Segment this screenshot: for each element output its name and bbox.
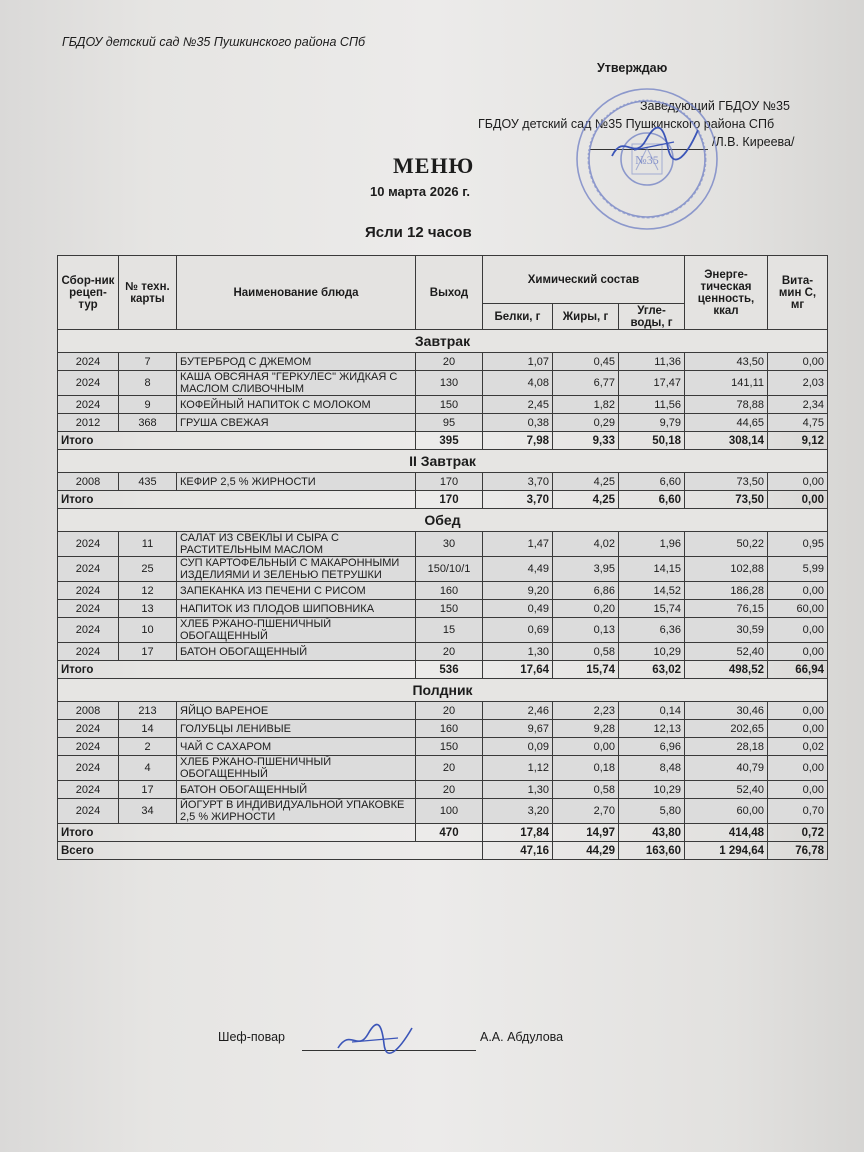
grand-total-carbs: 163,60 (619, 842, 685, 860)
cell-carbs: 1,96 (619, 532, 685, 557)
cell-carbs: 6,36 (619, 618, 685, 643)
cell-carbs: 14,15 (619, 557, 685, 582)
cell-vitamin: 0,95 (768, 532, 828, 557)
cell-collection: 2024 (58, 557, 119, 582)
cell-collection: 2024 (58, 353, 119, 371)
cell-carbs: 10,29 (619, 781, 685, 799)
grand-total-energy: 1 294,64 (685, 842, 768, 860)
total-vitamin: 9,12 (768, 432, 828, 450)
svg-text:№35: №35 (635, 153, 659, 167)
cell-energy: 52,40 (685, 781, 768, 799)
cell-protein: 4,08 (483, 371, 553, 396)
chef-label: Шеф-повар (218, 1030, 285, 1044)
cell-protein: 0,38 (483, 414, 553, 432)
cell-energy: 102,88 (685, 557, 768, 582)
cell-collection: 2024 (58, 582, 119, 600)
cell-vitamin: 0,00 (768, 473, 828, 491)
document-title: МЕНЮ (393, 153, 475, 178)
cell-card: 4 (119, 756, 177, 781)
total-vitamin: 66,94 (768, 661, 828, 679)
grand-total-label: Всего (58, 842, 483, 860)
total-label: Итого (58, 432, 416, 450)
cell-yield: 30 (416, 532, 483, 557)
section-row (58, 450, 828, 473)
total-protein: 17,84 (483, 824, 553, 842)
cell-card: 7 (119, 353, 177, 371)
cell-card: 14 (119, 720, 177, 738)
cell-protein: 1,12 (483, 756, 553, 781)
cell-carbs: 10,29 (619, 643, 685, 661)
cell-fat: 0,29 (553, 414, 619, 432)
cell-energy: 73,50 (685, 473, 768, 491)
cell-dish: ЙОГУРТ В ИНДИВИДУАЛЬНОЙ УПАКОВКЕ 2,5 % ЖИРНОСТИ (177, 799, 416, 824)
cell-dish: ГРУША СВЕЖАЯ (177, 414, 416, 432)
cell-protein: 1,47 (483, 532, 553, 557)
cell-card: 11 (119, 532, 177, 557)
table-row (58, 414, 828, 432)
col-header-collection: Сбор-ник рецеп-тур (58, 256, 119, 330)
cell-protein: 1,07 (483, 353, 553, 371)
cell-fat: 6,77 (553, 371, 619, 396)
cell-yield: 150 (416, 600, 483, 618)
cell-protein: 2,45 (483, 396, 553, 414)
cell-card: 9 (119, 396, 177, 414)
total-fat: 15,74 (553, 661, 619, 679)
cell-fat: 6,86 (553, 582, 619, 600)
cell-yield: 20 (416, 353, 483, 371)
cell-card: 13 (119, 600, 177, 618)
col-header-chem: Химический состав (483, 256, 685, 304)
cell-vitamin: 2,03 (768, 371, 828, 396)
cell-vitamin: 0,00 (768, 582, 828, 600)
total-carbs: 6,60 (619, 491, 685, 509)
cell-vitamin: 0,00 (768, 720, 828, 738)
organization-name: ГБДОУ детский сад №35 Пушкинского района СПб (62, 35, 366, 49)
cell-card: 17 (119, 643, 177, 661)
cell-collection: 2024 (58, 720, 119, 738)
cell-dish: КАША ОВСЯНАЯ "ГЕРКУЛЕС" ЖИДКАЯ С МАСЛОМ СЛИВОЧНЫМ (177, 371, 416, 396)
total-yield: 470 (416, 824, 483, 842)
cell-dish: СУП КАРТОФЕЛЬНЫЙ С МАКАРОННЫМИ ИЗДЕЛИЯМИ И ЗЕЛЕНЬЮ ПЕТРУШКИ (177, 557, 416, 582)
menu-table (57, 255, 828, 860)
table-row (58, 532, 828, 557)
section-title: Завтрак (58, 330, 828, 353)
cell-dish: КОФЕЙНЫЙ НАПИТОК С МОЛОКОМ (177, 396, 416, 414)
total-carbs: 50,18 (619, 432, 685, 450)
cell-energy: 60,00 (685, 799, 768, 824)
cell-yield: 20 (416, 781, 483, 799)
cell-card: 8 (119, 371, 177, 396)
cell-carbs: 17,47 (619, 371, 685, 396)
cell-yield: 15 (416, 618, 483, 643)
total-protein: 3,70 (483, 491, 553, 509)
cell-carbs: 14,52 (619, 582, 685, 600)
total-energy: 414,48 (685, 824, 768, 842)
table-row (58, 799, 828, 824)
cell-card: 12 (119, 582, 177, 600)
cell-fat: 0,13 (553, 618, 619, 643)
cell-yield: 150/10/1 (416, 557, 483, 582)
cell-card: 17 (119, 781, 177, 799)
cell-vitamin: 4,75 (768, 414, 828, 432)
cell-protein: 9,67 (483, 720, 553, 738)
section-row (58, 679, 828, 702)
total-row (58, 491, 828, 509)
cell-protein: 1,30 (483, 781, 553, 799)
cell-dish: ХЛЕБ РЖАНО-ПШЕНИЧНЫЙ ОБОГАЩЕННЫЙ (177, 756, 416, 781)
total-yield: 536 (416, 661, 483, 679)
cell-energy: 30,46 (685, 702, 768, 720)
section-row (58, 509, 828, 532)
cell-carbs: 8,48 (619, 756, 685, 781)
cell-collection: 2024 (58, 600, 119, 618)
total-row (58, 661, 828, 679)
approver-position: Заведующий ГБДОУ №35 (640, 99, 790, 113)
cell-fat: 0,20 (553, 600, 619, 618)
cell-collection: 2024 (58, 396, 119, 414)
cell-yield: 20 (416, 702, 483, 720)
cell-carbs: 6,96 (619, 738, 685, 756)
cell-card: 34 (119, 799, 177, 824)
cell-protein: 0,49 (483, 600, 553, 618)
cell-carbs: 15,74 (619, 600, 685, 618)
cell-fat: 4,25 (553, 473, 619, 491)
total-protein: 7,98 (483, 432, 553, 450)
cell-protein: 9,20 (483, 582, 553, 600)
cell-collection: 2024 (58, 756, 119, 781)
cell-vitamin: 0,00 (768, 781, 828, 799)
table-row (58, 353, 828, 371)
cell-fat: 2,23 (553, 702, 619, 720)
cell-energy: 202,65 (685, 720, 768, 738)
cell-vitamin: 0,00 (768, 353, 828, 371)
grand-total-vitamin: 76,78 (768, 842, 828, 860)
cell-yield: 160 (416, 582, 483, 600)
menu-date: 10 марта 2026 г. (370, 184, 470, 199)
table-row (58, 781, 828, 799)
cell-collection: 2024 (58, 618, 119, 643)
cell-protein: 0,09 (483, 738, 553, 756)
grand-total-protein: 47,16 (483, 842, 553, 860)
approver-org: ГБДОУ детский сад №35 Пушкинского района СПб (478, 117, 775, 131)
cell-energy: 44,65 (685, 414, 768, 432)
cell-protein: 3,20 (483, 799, 553, 824)
total-vitamin: 0,72 (768, 824, 828, 842)
cell-yield: 150 (416, 396, 483, 414)
cell-vitamin: 0,02 (768, 738, 828, 756)
cell-collection: 2024 (58, 371, 119, 396)
total-vitamin: 0,00 (768, 491, 828, 509)
cell-dish: БАТОН ОБОГАЩЕННЫЙ (177, 781, 416, 799)
cell-protein: 1,30 (483, 643, 553, 661)
table-row (58, 618, 828, 643)
cell-fat: 0,45 (553, 353, 619, 371)
section-title: Обед (58, 509, 828, 532)
cell-collection: 2008 (58, 702, 119, 720)
cell-protein: 2,46 (483, 702, 553, 720)
cell-vitamin: 5,99 (768, 557, 828, 582)
chef-name: А.А. Абдулова (480, 1030, 564, 1044)
approver-signature-icon (604, 122, 704, 166)
table-row (58, 600, 828, 618)
cell-vitamin: 0,00 (768, 643, 828, 661)
cell-fat: 0,58 (553, 781, 619, 799)
cell-carbs: 6,60 (619, 473, 685, 491)
total-label: Итого (58, 661, 416, 679)
cell-yield: 150 (416, 738, 483, 756)
cell-energy: 30,59 (685, 618, 768, 643)
table-row (58, 582, 828, 600)
col-header-energy: Энерге-тическая ценность, ккал (685, 256, 768, 330)
cell-fat: 0,58 (553, 643, 619, 661)
col-header-yield: Выход (416, 256, 483, 330)
total-fat: 14,97 (553, 824, 619, 842)
col-header-fat: Жиры, г (553, 304, 619, 330)
cell-card: 10 (119, 618, 177, 643)
col-header-card: № техн. карты (119, 256, 177, 330)
cell-fat: 1,82 (553, 396, 619, 414)
cell-energy: 76,15 (685, 600, 768, 618)
cell-dish: БАТОН ОБОГАЩЕННЫЙ (177, 643, 416, 661)
cell-protein: 3,70 (483, 473, 553, 491)
table-row (58, 396, 828, 414)
cell-dish: ЧАЙ С САХАРОМ (177, 738, 416, 756)
col-header-carbs: Угле-воды, г (619, 304, 685, 330)
cell-vitamin: 60,00 (768, 600, 828, 618)
total-energy: 308,14 (685, 432, 768, 450)
approve-label: Утверждаю (597, 61, 668, 75)
total-carbs: 63,02 (619, 661, 685, 679)
cell-energy: 52,40 (685, 643, 768, 661)
cell-collection: 2024 (58, 738, 119, 756)
cell-collection: 2024 (58, 781, 119, 799)
cell-collection: 2024 (58, 643, 119, 661)
cell-fat: 0,18 (553, 756, 619, 781)
cell-card: 435 (119, 473, 177, 491)
table-row (58, 702, 828, 720)
cell-carbs: 11,36 (619, 353, 685, 371)
cell-vitamin: 0,00 (768, 702, 828, 720)
cell-collection: 2008 (58, 473, 119, 491)
table-row (58, 643, 828, 661)
cell-collection: 2012 (58, 414, 119, 432)
total-fat: 4,25 (553, 491, 619, 509)
approver-name: /Л.В. Киреева/ (712, 135, 795, 149)
table-row (58, 371, 828, 396)
cell-vitamin: 0,00 (768, 756, 828, 781)
cell-yield: 130 (416, 371, 483, 396)
col-header-protein: Белки, г (483, 304, 553, 330)
cell-yield: 95 (416, 414, 483, 432)
section-title: II Завтрак (58, 450, 828, 473)
grand-total-fat: 44,29 (553, 842, 619, 860)
cell-carbs: 9,79 (619, 414, 685, 432)
cell-energy: 50,22 (685, 532, 768, 557)
cell-carbs: 0,14 (619, 702, 685, 720)
cell-fat: 2,70 (553, 799, 619, 824)
cell-dish: БУТЕРБРОД С ДЖЕМОМ (177, 353, 416, 371)
total-label: Итого (58, 824, 416, 842)
cell-yield: 20 (416, 756, 483, 781)
cell-dish: НАПИТОК ИЗ ПЛОДОВ ШИПОВНИКА (177, 600, 416, 618)
cell-energy: 40,79 (685, 756, 768, 781)
cell-energy: 28,18 (685, 738, 768, 756)
cell-fat: 0,00 (553, 738, 619, 756)
cell-card: 2 (119, 738, 177, 756)
col-header-vitamin: Вита-мин С, мг (768, 256, 828, 330)
col-header-dish: Наименование блюда (177, 256, 416, 330)
cell-energy: 43,50 (685, 353, 768, 371)
total-fat: 9,33 (553, 432, 619, 450)
cell-fat: 3,95 (553, 557, 619, 582)
cell-collection: 2024 (58, 799, 119, 824)
cell-yield: 20 (416, 643, 483, 661)
cell-energy: 78,88 (685, 396, 768, 414)
chef-signature-icon (332, 1022, 416, 1058)
total-energy: 73,50 (685, 491, 768, 509)
cell-dish: ГОЛУБЦЫ ЛЕНИВЫЕ (177, 720, 416, 738)
cell-dish: САЛАТ ИЗ СВЕКЛЫ И СЫРА С РАСТИТЕЛЬНЫМ МАСЛОМ (177, 532, 416, 557)
total-carbs: 43,80 (619, 824, 685, 842)
grand-total-row (58, 842, 828, 860)
cell-fat: 4,02 (553, 532, 619, 557)
cell-dish: ЯЙЦО ВАРЕНОЕ (177, 702, 416, 720)
table-row (58, 557, 828, 582)
cell-vitamin: 0,70 (768, 799, 828, 824)
cell-protein: 4,49 (483, 557, 553, 582)
cell-energy: 141,11 (685, 371, 768, 396)
cell-vitamin: 0,00 (768, 618, 828, 643)
cell-yield: 100 (416, 799, 483, 824)
group-name: Ясли 12 часов (365, 224, 472, 241)
cell-yield: 170 (416, 473, 483, 491)
cell-carbs: 11,56 (619, 396, 685, 414)
table-row (58, 738, 828, 756)
cell-card: 25 (119, 557, 177, 582)
total-protein: 17,64 (483, 661, 553, 679)
cell-card: 368 (119, 414, 177, 432)
table-row (58, 473, 828, 491)
cell-energy: 186,28 (685, 582, 768, 600)
total-row (58, 824, 828, 842)
cell-dish: КЕФИР 2,5 % ЖИРНОСТИ (177, 473, 416, 491)
cell-fat: 9,28 (553, 720, 619, 738)
total-yield: 170 (416, 491, 483, 509)
cell-dish: ХЛЕБ РЖАНО-ПШЕНИЧНЫЙ ОБОГАЩЕННЫЙ (177, 618, 416, 643)
menu-table-body (58, 330, 828, 860)
table-row (58, 756, 828, 781)
cell-vitamin: 2,34 (768, 396, 828, 414)
section-title: Полдник (58, 679, 828, 702)
total-energy: 498,52 (685, 661, 768, 679)
cell-yield: 160 (416, 720, 483, 738)
cell-protein: 0,69 (483, 618, 553, 643)
total-yield: 395 (416, 432, 483, 450)
cell-card: 213 (119, 702, 177, 720)
cell-dish: ЗАПЕКАНКА ИЗ ПЕЧЕНИ С РИСОМ (177, 582, 416, 600)
cell-collection: 2024 (58, 532, 119, 557)
cell-carbs: 5,80 (619, 799, 685, 824)
total-label: Итого (58, 491, 416, 509)
cell-carbs: 12,13 (619, 720, 685, 738)
section-row (58, 330, 828, 353)
table-row (58, 720, 828, 738)
total-row (58, 432, 828, 450)
